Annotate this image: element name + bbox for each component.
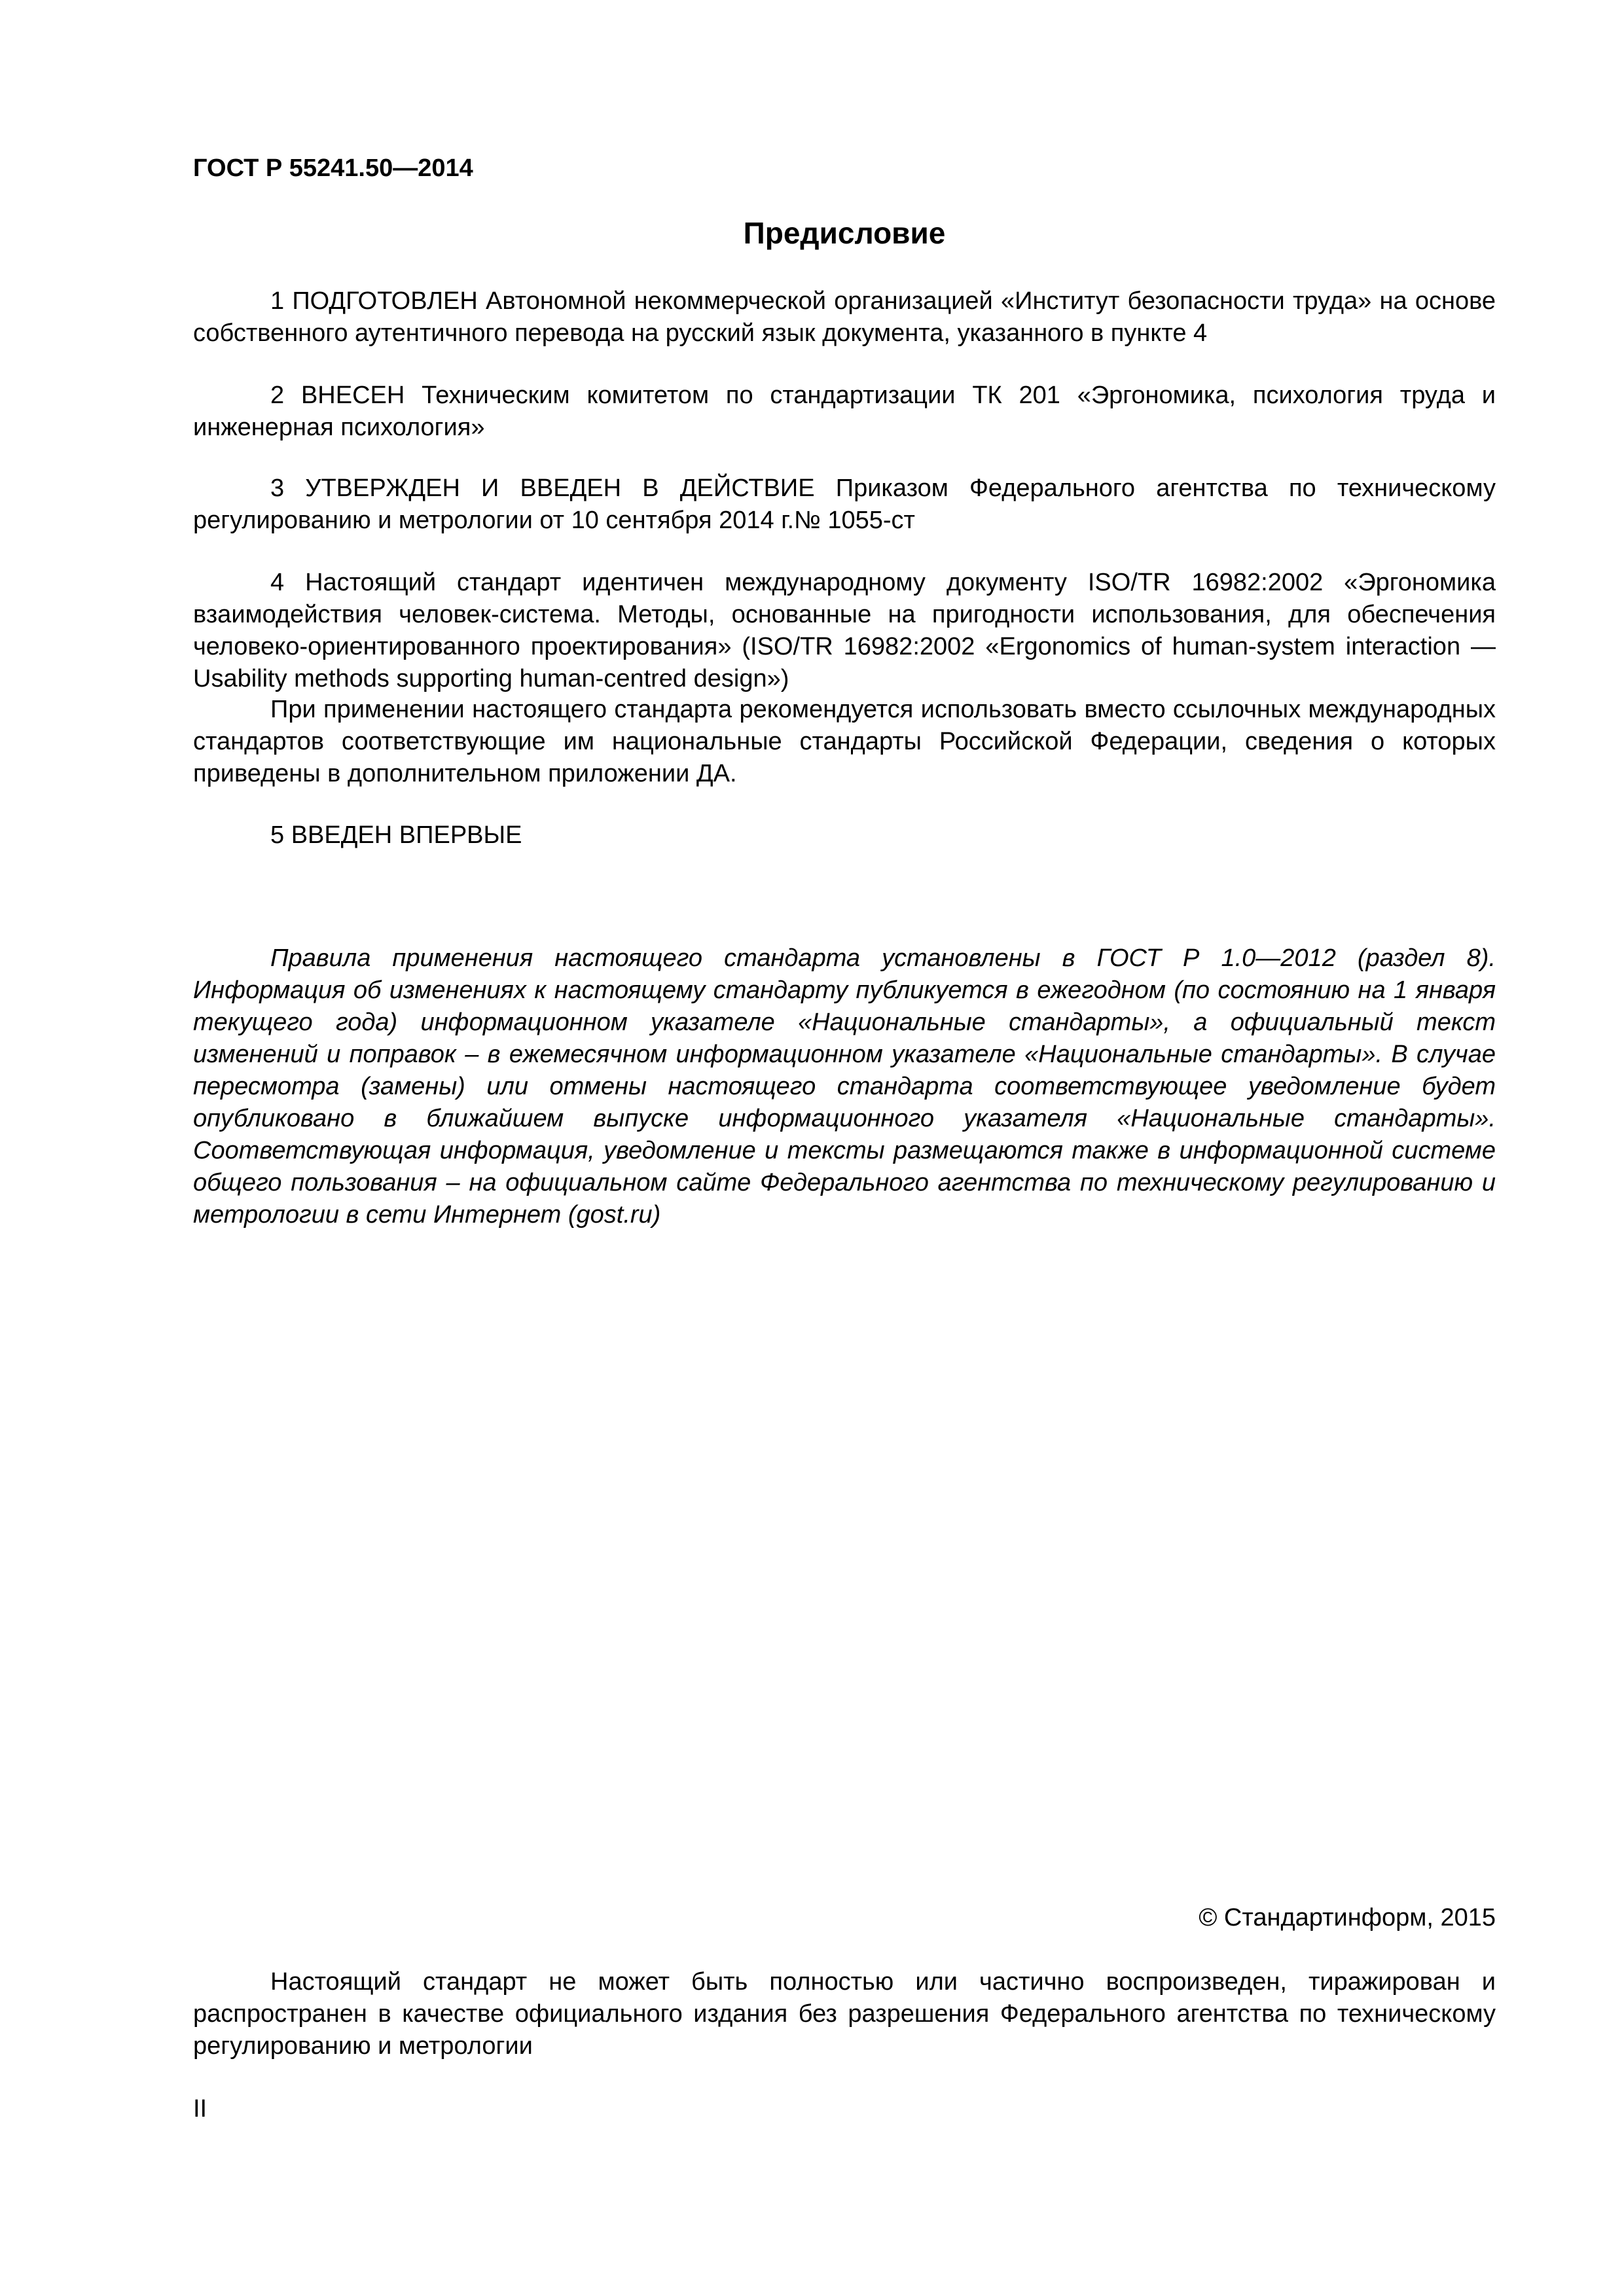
foreword-item-1: 1 ПОДГОТОВЛЕН Автономной некоммерческой организацией «Институт безопасности труда» на основе собственного аутентичного перевода на русский язык документа, указанного в пункте 4 bbox=[193, 287, 1496, 347]
document-id: ГОСТ Р 55241.50—2014 bbox=[193, 154, 473, 182]
copyright: © Стандартинформ, 2015 bbox=[1199, 1904, 1496, 1931]
foreword-item-3: 3 УТВЕРЖДЕН И ВВЕДЕН В ДЕЙСТВИЕ Приказом Федерального агентства по техническому регулированию и метрологии от 10 сентября 2014 г.№ 1055-ст bbox=[193, 475, 1496, 534]
foreword-title: Предисловие bbox=[743, 216, 946, 250]
foreword-item-5: 5 ВВЕДЕН ВПЕРВЫЕ bbox=[270, 821, 522, 849]
foreword-item-2: 2 ВНЕСЕН Техническим комитетом по стандартизации ТК 201 «Эргономика, психология труда и инженерная психология» bbox=[193, 382, 1496, 441]
page-number: II bbox=[193, 2095, 208, 2123]
foreword-item-4-note: При применении настоящего стандарта рекомендуется использовать вместо ссылочных международных стандартов соответствующие им национальные стандарты Российской Федерации, сведения о которых приведены в дополнительном приложении ДА. bbox=[193, 696, 1496, 787]
foreword-item-4: 4 Настоящий стандарт идентичен международному документу ISO/TR 16982:2002 «Эргономика взаимодействия человек-система. Методы, основанные на пригодности использования, для обеспечения человеко-ориентированного проектирования» (ISO/TR 16982:2002 «Ergonomics of human-system interaction — Usability methods supporting human-centred design») bbox=[193, 569, 1496, 692]
rules-notice: Правила применения настоящего стандарта установлены в ГОСТ Р 1.0—2012 (раздел 8). Информация об изменениях к настоящему стандарту публикуется в ежегодном (по состоянию на 1 января текущего года) информационном указателе «Национальные стандарты», а официальный текст изменений и поправок – в ежемесячном информационном указателе «Национальные стандарты». В случае пересмотра (замены) или отмены настоящего стандарта соответствующее уведомление будет опубликовано в ближайшем выпуске информационного указателя «Национальные стандарты». Соответствующая информация, уведомление и тексты размещаются также в информационной системе общего пользования – на официальном сайте Федерального агентства по техническому регулированию и метрологии в сети Интернет (gost.ru) bbox=[193, 944, 1496, 1229]
reproduction-notice: Настоящий стандарт не может быть полностью или частично воспроизведен, тиражирован и распространен в качестве официального издания без разрешения Федерального агентства по техническому регулированию и метрологии bbox=[193, 1968, 1496, 2060]
